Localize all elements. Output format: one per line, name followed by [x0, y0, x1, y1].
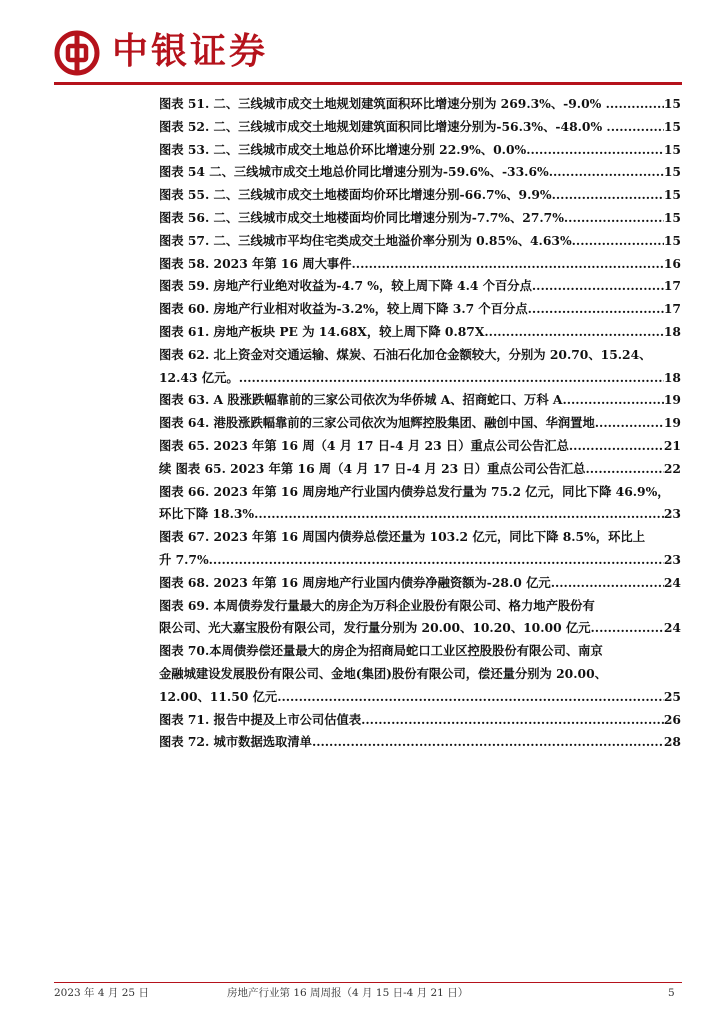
toc-entry-title: 图表 58. 2023 年第 16 周大事件 [159, 255, 352, 271]
toc-entry-page: 23 [663, 551, 681, 567]
header-rule [54, 82, 682, 85]
toc-leader [532, 275, 664, 298]
toc-entry-title: 续 图表 65. 2023 年第 16 周（4 月 17 日-4 月 23 日）重点公司公告汇总 [159, 460, 586, 476]
toc-entry-title: 图表 69. 本周债券发行量最大的房企为万科企业股份有限公司、格力地产股份有 [159, 597, 595, 613]
toc-entry-title: 图表 56. 二、三线城市成交土地楼面均价同比增速分别为-7.7%、27.7% [159, 209, 564, 225]
toc-entry[interactable] [159, 458, 681, 481]
toc-entry[interactable] [159, 389, 681, 412]
toc-entry[interactable] [159, 207, 681, 230]
toc-entry[interactable] [159, 731, 681, 754]
toc-entry-page: 17 [663, 278, 681, 294]
toc-entry-title-cont: 12.00、11.50 亿元 [159, 688, 278, 704]
toc-entry-title: 图表 54 二、三线城市成交土地总价同比增速分别为-59.6%、-33.6% [159, 164, 549, 180]
toc-entry-title: 图表 71. 报告中提及上市公司估值表 [159, 711, 362, 727]
toc-entry[interactable] [159, 412, 681, 435]
toc-entry[interactable] [159, 435, 681, 458]
toc-entry-title: 图表 66. 2023 年第 16 周房地产行业国内债券总发行量为 75.2 亿元，同比下降 46.9%， [159, 483, 670, 499]
toc-leader [312, 731, 664, 754]
toc-leader [569, 435, 664, 458]
toc-entry-page: 16 [663, 255, 681, 271]
toc-entry-page: 19 [663, 415, 681, 431]
toc-entry[interactable] [159, 116, 681, 139]
toc-entry[interactable] [159, 139, 681, 162]
toc-leader [352, 253, 664, 276]
toc-leader [484, 321, 663, 344]
toc-entry[interactable] [159, 640, 681, 708]
toc-entry[interactable] [159, 321, 681, 344]
toc-entry-page: 17 [663, 301, 681, 317]
footer-rule [54, 982, 682, 983]
toc-entry-page: 15 [663, 164, 681, 180]
toc-entry-title: 图表 70.本周债券偿还量最大的房企为招商局蛇口工业区控股股份有限公司、南京 [159, 643, 603, 659]
toc-entry-page: 15 [663, 187, 681, 203]
toc-entry-page: 18 [663, 323, 681, 339]
toc-entry-page: 24 [663, 620, 681, 636]
footer-date: 2023 年 4 月 25 日 [54, 987, 149, 999]
toc-leader [585, 458, 663, 481]
toc-entry-title: 图表 60. 房地产行业相对收益为-3.2%，较上周下降 3.7 个百分点 [159, 301, 528, 317]
toc-entry[interactable] [159, 709, 681, 732]
toc-entry-page: 15 [663, 118, 681, 134]
toc-entry-title-cont: 环比下降 18.3% [159, 506, 255, 522]
toc-entry-page: 24 [663, 574, 681, 590]
toc-entry-page: 25 [663, 688, 681, 704]
toc-entry-page: 23 [663, 506, 681, 522]
toc-entry[interactable] [159, 230, 681, 253]
toc-entry-title-cont: 限公司、光大嘉宝股份有限公司，发行量分别为 20.00、10.20、10.00 亿元 [159, 620, 591, 636]
toc-entry-page: 26 [663, 711, 681, 727]
toc-entry-title: 图表 51. 二、三线城市成交土地规划建筑面积环比增速分别为 269.3%、-9.0% . [159, 96, 610, 111]
toc-leader [552, 184, 664, 207]
toc-entry-page: 15 [663, 232, 681, 248]
toc-leader [564, 207, 664, 230]
toc-entry-page: 28 [663, 734, 681, 750]
toc-entry-title-cont: 金融城建设发展股份有限公司、金地(集团)股份有限公司，偿还量分别为 20.00、 [159, 665, 607, 681]
toc-leader [239, 367, 664, 390]
toc-entry[interactable] [159, 481, 681, 527]
boc-coin-logo-icon [54, 30, 100, 76]
toc-entry-page: 15 [663, 209, 681, 225]
toc-entry[interactable] [159, 253, 681, 276]
toc-entry-page: 18 [663, 369, 681, 385]
toc-leader [254, 503, 664, 526]
brand-name: 中银证券 [112, 31, 269, 72]
toc-leader [591, 617, 664, 640]
toc-entry-page: 15 [663, 141, 681, 157]
toc-leader [551, 572, 664, 595]
toc-leader [595, 412, 664, 435]
toc-entry-page: 19 [663, 392, 681, 408]
toc-entry[interactable] [159, 275, 681, 298]
toc-entry[interactable] [159, 298, 681, 321]
toc-entry-title: 图表 61. 房地产板块 PE 为 14.68X，较上周下降 0.87X [159, 323, 485, 339]
toc-entry[interactable] [159, 93, 681, 116]
toc-entry-page: 21 [663, 437, 681, 453]
toc-entry-title: 图表 68. 2023 年第 16 周房地产行业国内债券净融资额为-28.0 亿元 [159, 574, 551, 590]
toc-leader [277, 686, 664, 709]
footer-report-title: 房地产行业第 16 周周报（4 月 15 日-4 月 21 日） [227, 987, 469, 999]
toc-leader [361, 709, 664, 732]
toc-entry[interactable] [159, 526, 681, 572]
toc-leader [562, 389, 663, 412]
toc-leader [572, 230, 664, 253]
toc-entry[interactable] [159, 344, 681, 390]
toc-entry-title: 图表 63. A 股涨跌幅靠前的三家公司依次为华侨城 A、招商蛇口、万科 A [159, 392, 563, 408]
toc-entry-title-cont: 12.43 亿元。 [159, 369, 239, 385]
toc-entry-title: 图表 57. 二、三线城市平均住宅类成交土地溢价率分别为 0.85%、4.63% [159, 232, 572, 248]
toc-entry-title: 图表 62. 北上资金对交通运输、煤炭、石油石化加仓金额较大，分别为 20.70、15.24、 [159, 346, 652, 362]
toc-leader [528, 298, 664, 321]
toc-leader [549, 161, 664, 184]
toc-entry-title: 图表 64. 港股涨跌幅靠前的三家公司依次为旭辉控股集团、融创中国、华润置地 [159, 415, 595, 431]
toc-entry-title: 图表 72. 城市数据选取清单 [159, 734, 312, 750]
toc-entry-page: 22 [663, 460, 681, 476]
toc-entry-title: 图表 67. 2023 年第 16 周国内债券总偿还量为 103.2 亿元，同比下降 8.5%，环比上 [159, 529, 645, 545]
toc-entry-title-cont: 升 7.7% [159, 551, 209, 567]
page-header [54, 26, 682, 82]
table-of-figures [159, 93, 681, 754]
toc-entry[interactable] [159, 572, 681, 595]
footer-page-number: 5 [668, 987, 675, 999]
toc-leader [526, 139, 664, 162]
toc-entry-title: 图表 65. 2023 年第 16 周（4 月 17 日-4 月 23 日）重点公司公告汇总 [159, 437, 569, 453]
toc-entry[interactable] [159, 184, 681, 207]
toc-entry-title: 图表 59. 房地产行业绝对收益为-4.7 %，较上周下降 4.4 个百分点 [159, 278, 532, 294]
toc-entry[interactable] [159, 595, 681, 641]
toc-entry-title: 图表 53. 二、三线城市成交土地总价环比增速分别 22.9%、0.0% [159, 141, 527, 157]
toc-leader [610, 93, 664, 116]
toc-entry-title: 图表 55. 二、三线城市成交土地楼面均价环比增速分别-66.7%、9.9% [159, 187, 552, 203]
toc-leader [611, 116, 664, 139]
toc-entry-title: 图表 52. 二、三线城市成交土地规划建筑面积同比增速分别为-56.3%、-48.0% . [159, 118, 611, 134]
toc-leader [209, 549, 664, 572]
toc-entry-page: 15 [663, 96, 681, 111]
toc-entry[interactable] [159, 161, 681, 184]
